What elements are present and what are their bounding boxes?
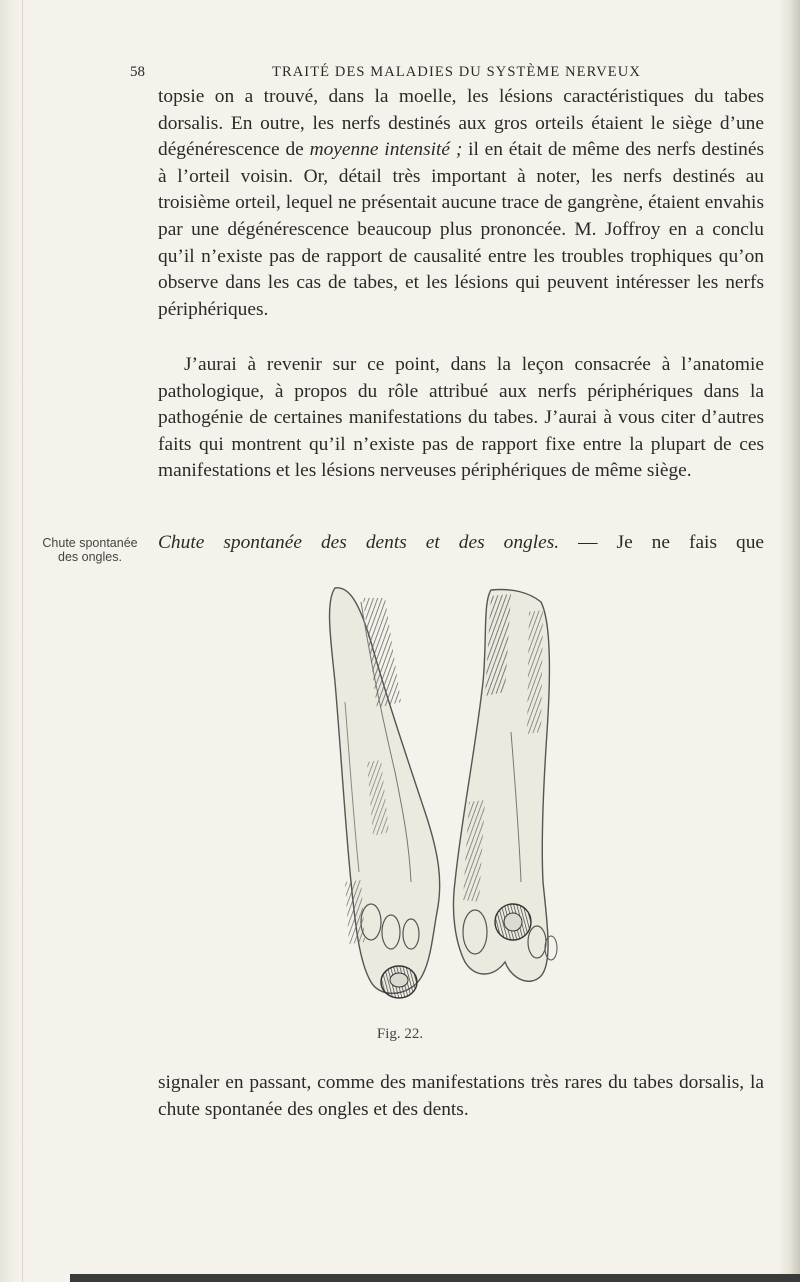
section-heading-continuation: — Je ne fais que xyxy=(559,532,765,553)
paragraph-1-text-a: topsie on a trouvé, dans la moelle, les lésions caractéristiques du tabes dorsalis. En outre, les nerfs destinés aux gros orteils étaient le siège d’une dégénérescence de xyxy=(158,86,764,161)
margin-note-line-1: Chute spontanée xyxy=(42,536,138,550)
figure-feet-illustration xyxy=(315,582,615,1010)
paragraph-1-text-b: il en était de même des nerfs destinés à l’orteil voisin. Or, détail très important à noter, les nerfs destinés au troisième orteil, lequel ne présentait aucune trace de gangrène, étaient envahis par une dégénérescence beaucoup plus prononcée. M. Joffroy en a conclu qu’il n’existe pas de rapport de causalité entre les troubles trophiques qu’on observe dans les cas de tabes, et les lésions qui peuvent intéresser les nerfs périphériques. xyxy=(158,139,765,320)
paragraph-1-italic: moyenne intensité ; xyxy=(309,139,463,161)
margin-note-line-2: des ongles. xyxy=(58,550,122,564)
section-heading-line xyxy=(158,530,764,557)
section-heading: Chute spontanée des dents et des ongles. xyxy=(158,532,560,553)
bottom-scan-edge xyxy=(70,1274,800,1282)
running-header xyxy=(0,64,800,84)
feet-engraving-icon xyxy=(315,582,615,1010)
figure-caption: Fig. 22. xyxy=(376,1026,424,1042)
paragraph-3: signaler en passant, comme des manifestations très rares du tabes dorsalis, la chute spontanée des ongles et des dents. xyxy=(158,1072,764,1120)
margin-note xyxy=(30,536,150,564)
paragraph-2: J’aurai à revenir sur ce point, dans la leçon consacrée à l’anatomie pathologique, à propos du rôle attribué aux nerfs périphériques dans la pathogénie de certaines manifestations du tabes. J’aurai à vous citer d’autres faits qui montrent qu’il n’existe pas de rapport fixe entre la plupart de ces manifestations et les lésions nerveuses périphériques de même siège. xyxy=(158,354,764,482)
right-foot-drawing xyxy=(453,590,557,982)
page-number: 58 xyxy=(130,64,145,80)
running-title: TRAITÉ DES MALADIES DU SYSTÈME NERVEUX xyxy=(272,64,641,80)
page-edge-left xyxy=(0,0,23,1282)
page-edge-right xyxy=(778,0,800,1282)
paragraph-1 xyxy=(158,84,764,323)
left-foot-drawing xyxy=(330,588,440,998)
